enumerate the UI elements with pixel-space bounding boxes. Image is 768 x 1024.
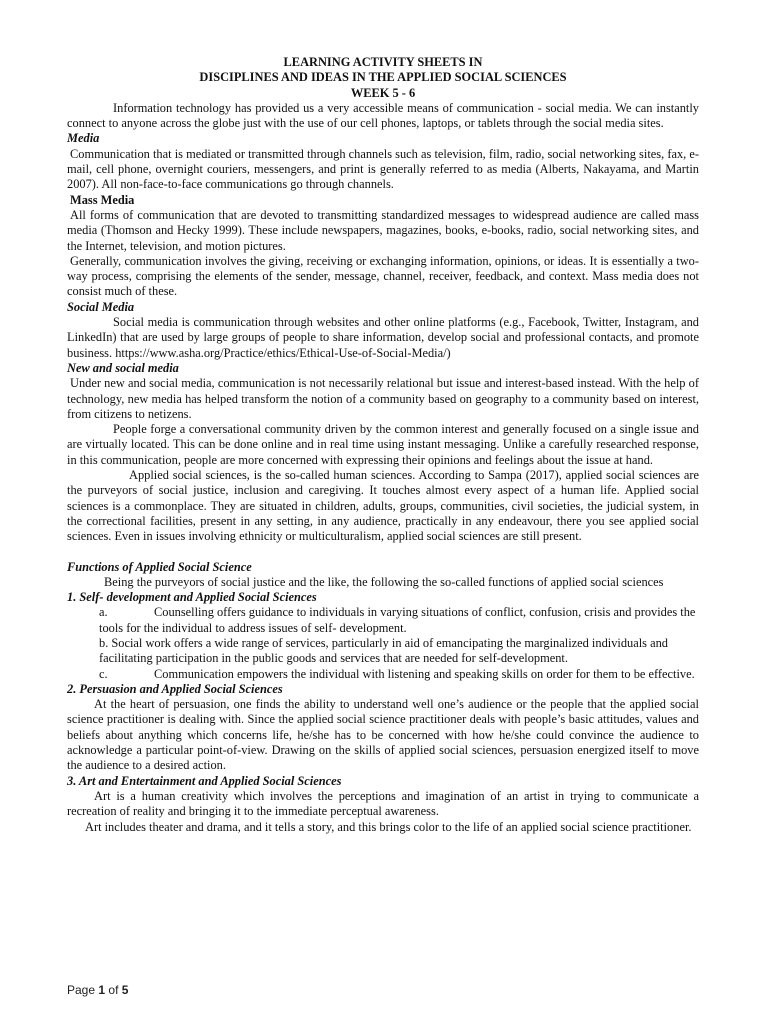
media-paragraph: Communication that is mediated or transmitted through channels such as television, film, radio, social networking sites, fax, e-mail, cell phone, overnight couriers, messengers, and print is generally referred to as media (Alberts, Nakayama, and Martin 2007). All non-face-to-face communications go through channels.	[67, 146, 699, 192]
section3-paragraph-1: Art is a human creativity which involves the perceptions and imagination of an artist in trying to communicate a recreation of reality and bringing it to the immediate perceptual awareness.	[67, 788, 699, 819]
document-page	[67, 55, 699, 835]
section1-item-c	[99, 667, 699, 682]
section3-paragraph-2: Art includes theater and drama, and it tells a story, and this brings color to the life of an applied social science practitioner.	[85, 819, 692, 834]
new-social-heading: New and social media	[67, 360, 179, 375]
page-label: Page	[67, 983, 96, 997]
section3-heading: 3. Art and Entertainment and Applied Social Sciences	[67, 773, 342, 788]
doc-title-line2: DISCIPLINES AND IDEAS IN THE APPLIED SOCIAL SCIENCES	[199, 70, 567, 85]
page-of: of	[108, 983, 119, 997]
new-social-paragraph-1: Under new and social media, communication is not necessarily relational but issue and interest-based instead. With the help of technology, new media has helped transform the notion of a community based on geography to a community based on interest, from citizens to netizens.	[67, 376, 699, 421]
page-total: 5	[121, 983, 129, 997]
section1-heading: 1. Self- development and Applied Social Sciences	[67, 590, 317, 605]
intro-paragraph: Information technology has provided us a very accessible means of communication - social media. We can instantly connect to anyone across the globe just with the use of our cell phones, laptops, or tablets through the social media sites.	[67, 100, 699, 131]
functions-heading: Functions of Applied Social Science	[67, 559, 252, 574]
page-current: 1	[98, 983, 106, 997]
mass-media-paragraph-1: All forms of communication that are devoted to transmitting standardized messages to widespread audience are called mass media (Thomson and Hecky 1999). These include newspapers, magazines, books, e-books, radio, social networking sites, and the Internet, television, and motion pictures.	[67, 207, 699, 253]
doc-title-line3: WEEK 5 - 6	[350, 85, 416, 100]
media-heading: Media	[67, 131, 100, 146]
section2-paragraph: At the heart of persuasion, one finds the ability to understand well one’s audience or the people that the applied social science practitioner is dealing with. Since the applied social science practitioner deals with people’s basic attitudes, values and beliefs about anything which concerns life, he/she has to be concerned with how he/she could convince the audience to acknowledge a particular point-of-view. Drawing on the skills of applied social sciences, persuasion energized itself to move the audience to a desired action.	[67, 697, 699, 773]
social-media-heading: Social Media	[67, 299, 135, 314]
new-social-paragraph-2: People forge a conversational community driven by the common interest and generally focused on a single issue and are virtually located. This can be done online and in real time using instant messaging. Unlike a carefully researched response, in this communication, people are more concerned with expressing their opinions and feelings about the issue at hand.	[67, 422, 699, 467]
section1-item-b: b. Social work offers a wide range of services, particularly in aid of emancipating the marginalized individuals and facilitating participation in the public goods and services that are needed for self-development.	[99, 635, 668, 666]
item-a-text: Counselling offers guidance to individuals in varying situations of conflict, confusion, crisis and provides the tools for the individual to address issues of self- development.	[99, 605, 696, 635]
section1-item-a	[99, 605, 699, 636]
applied-social-paragraph: Applied social sciences, is the so-called human sciences. According to Sampa (2017), applied social sciences are the purveyors of social justice, inclusion and caregiving. It touches almost every aspect of a human life. Applied social sciences is a commonplace. They are situated in children, adults, groups, communities, civil societies, the judicial system, in the correctional facilities, present in any setting, in any audience, practically in any endeavour, there you see applied social sciences. Even in issues involving ethnicity or multiculturalism, applied social sciences are still present.	[67, 468, 699, 544]
functions-intro: Being the purveyors of social justice and the like, the following the so-called functions of applied social sciences	[104, 574, 664, 589]
section2-heading: 2. Persuasion and Applied Social Sciences	[67, 681, 283, 696]
doc-title-line1: LEARNING ACTIVITY SHEETS IN	[283, 55, 483, 69]
item-c-text: Communication empowers the individual with listening and speaking skills on order for them to be effective.	[154, 666, 695, 681]
mass-media-paragraph-2: Generally, communication involves the giving, receiving or exchanging information, opinions, or ideas. It is essentially a two-way process, comprising the elements of the sender, message, channel, receiver, feedback, and context. Mass media does not consist much of these.	[67, 253, 699, 299]
mass-media-heading: Mass Media	[70, 192, 135, 207]
social-media-paragraph: Social media is communication through websites and other online platforms (e.g., Facebook, Twitter, Instagram, and LinkedIn) that are used by large groups of people to share information, develop social and professional contacts, and promote business. https://www.asha.org/Practice/ethics/Ethical-Use-of-Social-Media/)	[67, 315, 699, 360]
item-a-marker: a.	[99, 605, 108, 620]
item-c-marker: c.	[99, 666, 108, 681]
page-footer	[67, 983, 128, 997]
